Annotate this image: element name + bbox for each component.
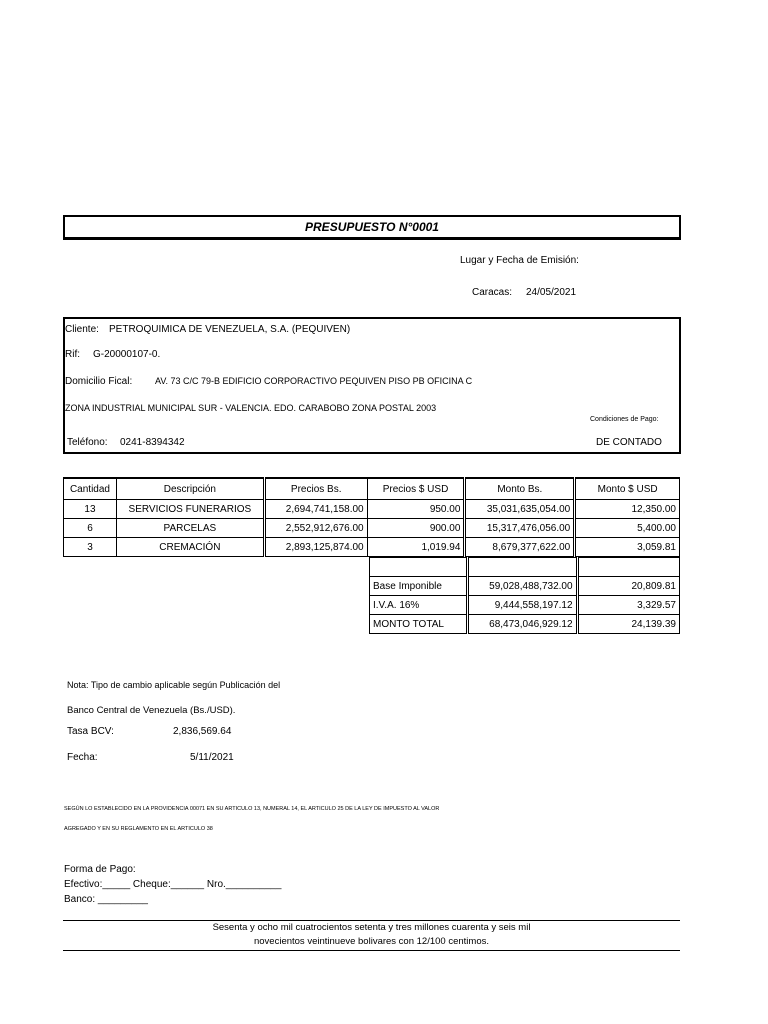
cell: 13 xyxy=(64,500,117,519)
totals-bs: 68,473,046,929.12 xyxy=(467,615,577,634)
address-line2: ZONA INDUSTRIAL MUNICIPAL SUR - VALENCIA. EDO. CARABOBO ZONA POSTAL 2003 xyxy=(65,403,437,413)
cell xyxy=(467,558,577,577)
payment-title: Forma de Pago: xyxy=(64,864,136,875)
col-header: Cantidad xyxy=(64,478,117,500)
cell: 2,694,741,158.00 xyxy=(264,500,367,519)
legal-line2: AGREGADO Y EN SU REGLAMENTO EN EL ARTICULO 38 xyxy=(64,826,213,832)
client-label: Cliente: xyxy=(65,324,99,335)
col-header: Monto Bs. xyxy=(465,478,575,500)
cell: 3,059.81 xyxy=(575,538,680,557)
emission-date: 24/05/2021 xyxy=(526,287,577,298)
rate-date-label: Fecha: xyxy=(67,752,98,763)
totals-label: I.V.A. 16% xyxy=(370,596,468,615)
col-header: Monto $ USD xyxy=(575,478,680,500)
cell xyxy=(370,558,468,577)
rif-value: G-20000107-0. xyxy=(93,349,161,360)
totals-row xyxy=(370,577,680,596)
payment-line2: Efectivo:_____ Cheque:______ Nro.__________ xyxy=(64,879,282,890)
place: Caracas: xyxy=(472,287,513,298)
phone-label: Teléfono: xyxy=(67,437,108,448)
rate-value: 2,836,569.64 xyxy=(173,726,232,737)
table-row xyxy=(64,500,680,519)
rate-date-value: 5/11/2021 xyxy=(190,752,234,763)
totals-row xyxy=(370,596,680,615)
totals-usd: 3,329.57 xyxy=(577,596,679,615)
items-table xyxy=(63,477,680,557)
rif-label: Rif: xyxy=(65,349,80,360)
cell: 12,350.00 xyxy=(575,500,680,519)
divider-bottom xyxy=(63,950,680,951)
cell: 2,893,125,874.00 xyxy=(264,538,367,557)
legal-line1: SEGÚN LO ESTABLECIDO EN LA PROVIDENCIA 00071 EN SU ARTICULO 13, NUMERAL 14, EL ARTICULO 25 DE LA LEY DE IMPUESTO AL VALOR xyxy=(64,806,440,812)
client-name: PETROQUIMICA DE VENEZUELA, S.A. (PEQUIVEN) xyxy=(109,324,351,335)
col-header: Precios Bs. xyxy=(264,478,367,500)
amount-words-line1: Sesenta y ocho mil cuatrocientos setenta y tres millones cuarenta y seis mil xyxy=(212,922,531,933)
col-header: Descripción xyxy=(116,478,264,500)
cell: 1,019.94 xyxy=(367,538,465,557)
totals-table xyxy=(369,557,680,634)
document-title: PRESUPUESTO N°0001 xyxy=(63,215,681,240)
rate-label: Tasa BCV: xyxy=(67,726,114,737)
note-line2: Banco Central de Venezuela (Bs./USD). xyxy=(67,705,236,716)
totals-bs: 9,444,558,197.12 xyxy=(467,596,577,615)
totals-row xyxy=(370,615,680,634)
cell: 2,552,912,676.00 xyxy=(264,519,367,538)
payment-condition: DE CONTADO xyxy=(596,437,662,448)
totals-usd: 24,139.39 xyxy=(577,615,679,634)
emission-label: Lugar y Fecha de Emisión: xyxy=(460,255,579,266)
totals-spacer-row xyxy=(370,558,680,577)
cell: 5,400.00 xyxy=(575,519,680,538)
phone-value: 0241-8394342 xyxy=(120,437,185,448)
address-label: Domicilio Fical: xyxy=(65,376,133,387)
cell xyxy=(577,558,679,577)
cell: 35,031,635,054.00 xyxy=(465,500,575,519)
cell: 6 xyxy=(64,519,117,538)
amount-words-line2: novecientos veintinueve bolivares con 12/100 centimos. xyxy=(253,936,489,947)
note-line1: Nota: Tipo de cambio aplicable según Publicación del xyxy=(67,680,281,690)
table-header-row xyxy=(64,478,680,500)
table-row xyxy=(64,519,680,538)
table-row xyxy=(64,538,680,557)
payment-line3: Banco: _________ xyxy=(64,894,148,905)
payment-conditions-label: Condiciones de Pago: xyxy=(590,416,659,423)
cell: SERVICIOS FUNERARIOS xyxy=(116,500,264,519)
totals-usd: 20,809.81 xyxy=(577,577,679,596)
col-header: Precios $ USD xyxy=(367,478,465,500)
cell: 8,679,377,622.00 xyxy=(465,538,575,557)
cell: PARCELAS xyxy=(116,519,264,538)
totals-label: MONTO TOTAL xyxy=(370,615,468,634)
totals-bs: 59,028,488,732.00 xyxy=(467,577,577,596)
cell: CREMACIÓN xyxy=(116,538,264,557)
cell: 15,317,476,056.00 xyxy=(465,519,575,538)
cell: 900.00 xyxy=(367,519,465,538)
divider-top xyxy=(63,920,680,921)
cell: 3 xyxy=(64,538,117,557)
totals-label: Base Imponible xyxy=(370,577,468,596)
address-line1: AV. 73 C/C 79-B EDIFICIO CORPORACTIVO PEQUIVEN PISO PB OFICINA C xyxy=(155,376,473,386)
cell: 950.00 xyxy=(367,500,465,519)
